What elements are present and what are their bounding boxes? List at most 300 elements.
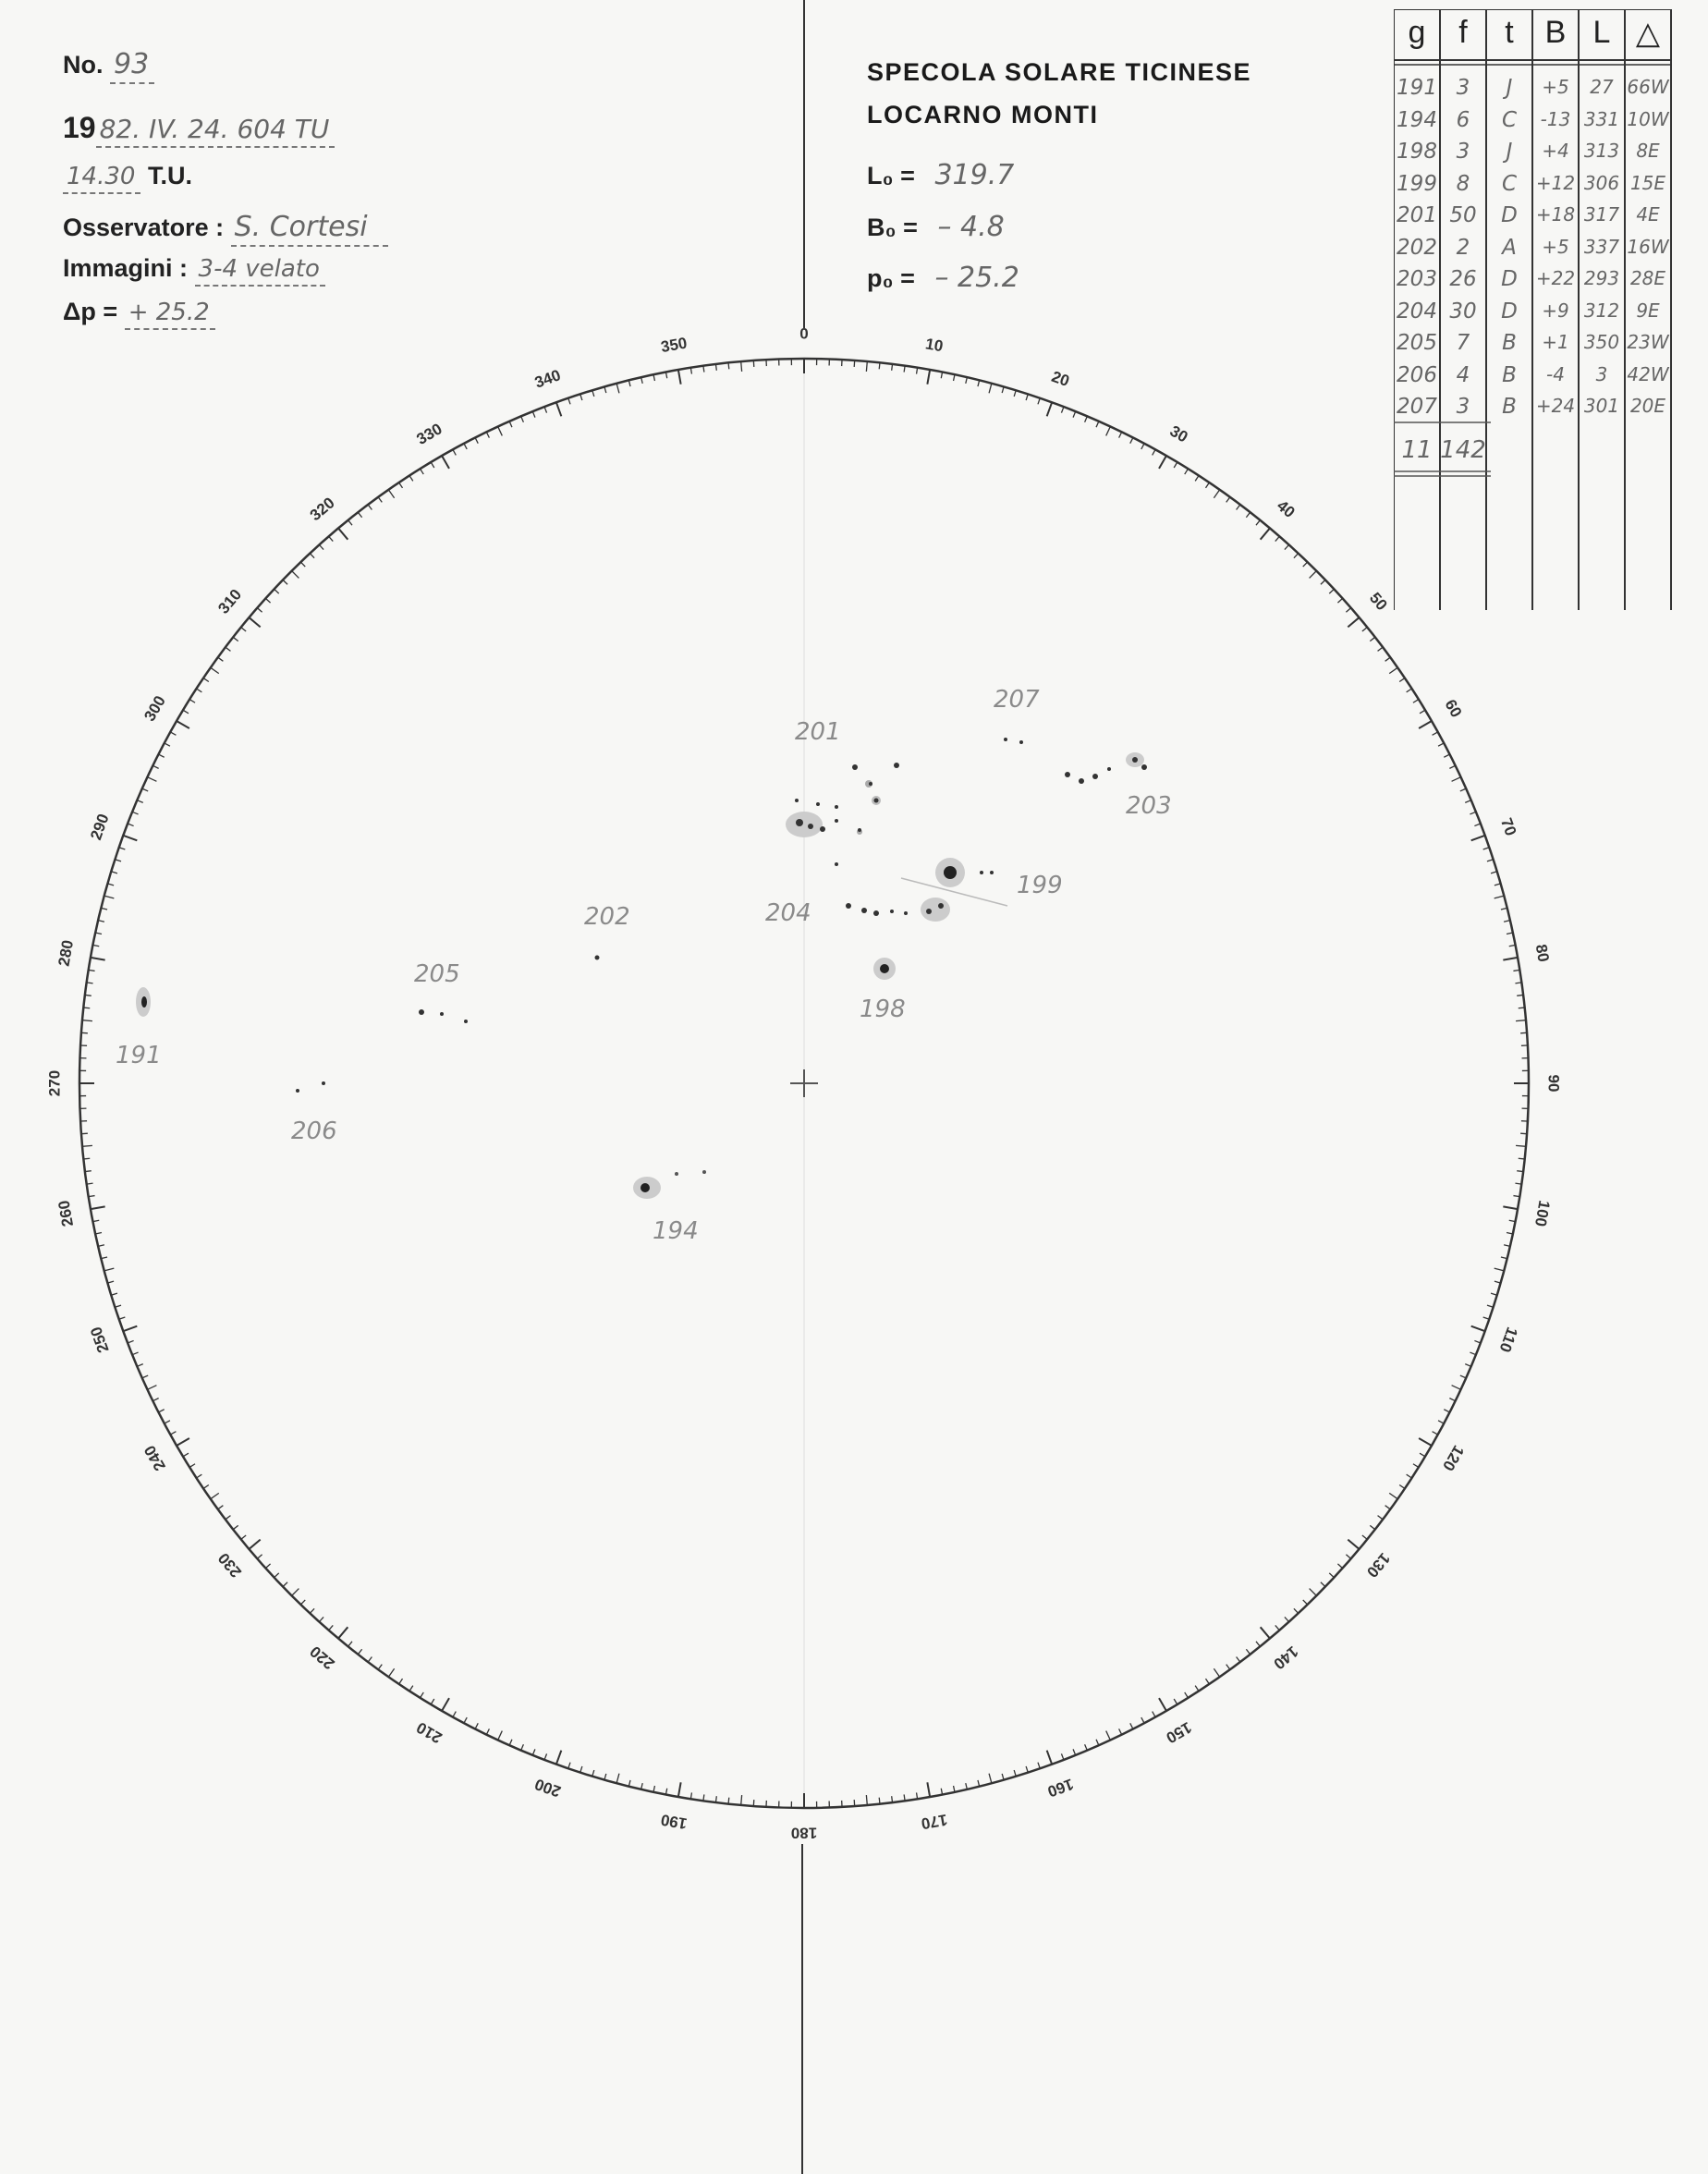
tick-mark: [91, 1206, 105, 1209]
spot-group-191: [136, 987, 151, 1017]
table-cell: 201: [1397, 203, 1437, 227]
spot-group-194: [633, 1170, 706, 1199]
tick-mark: [1226, 1665, 1230, 1670]
tick-mark: [1433, 732, 1438, 735]
table-cell: 194: [1397, 107, 1437, 132]
table-cell: 26: [1449, 267, 1477, 291]
tick-mark: [532, 411, 535, 417]
tick-mark: [1002, 386, 1004, 393]
table-header-4: L: [1592, 15, 1611, 50]
tick-mark: [1470, 1352, 1475, 1355]
tick-mark: [1321, 1582, 1325, 1587]
total-groups: 11: [1401, 436, 1433, 464]
tick-mark: [137, 800, 142, 803]
degree-label-130: 130: [1362, 1549, 1394, 1582]
tick-mark: [226, 647, 231, 651]
degree-label-10: 10: [923, 335, 945, 356]
tick-mark: [1507, 933, 1513, 934]
tick-mark: [544, 1753, 547, 1760]
tick-mark: [399, 482, 403, 488]
tick-mark: [1471, 836, 1485, 840]
tick-mark: [388, 1668, 394, 1677]
tick-mark: [1501, 1257, 1507, 1259]
tick-mark: [1329, 589, 1334, 593]
tick-mark: [592, 390, 594, 397]
tick-mark: [211, 1493, 219, 1498]
param-b0-value: – 4.8: [937, 211, 1005, 243]
tick-mark: [95, 1233, 102, 1234]
tick-mark: [1294, 554, 1299, 558]
tick-mark: [1491, 872, 1497, 873]
tick-mark: [1256, 1642, 1260, 1646]
degree-label-330: 330: [413, 420, 445, 448]
tick-mark: [1153, 1712, 1155, 1717]
tick-mark: [1085, 1744, 1088, 1750]
tick-mark: [1444, 754, 1449, 757]
tick-mark: [1378, 1516, 1384, 1520]
spot-group-206: [296, 1081, 325, 1093]
spot-group-201: [786, 763, 899, 866]
tick-mark: [128, 1340, 134, 1343]
tick-mark: [866, 1795, 867, 1805]
tick-mark: [132, 812, 138, 814]
tick-mark: [1246, 512, 1250, 518]
tick-mark: [1494, 896, 1505, 898]
tick-mark: [421, 469, 424, 474]
tick-mark: [1205, 1679, 1209, 1684]
tick-mark: [1237, 505, 1240, 510]
tick-mark: [442, 456, 449, 469]
tick-mark: [119, 1317, 126, 1319]
tick-mark: [358, 512, 361, 518]
tick-mark: [1348, 617, 1359, 627]
tick-mark: [1159, 1698, 1166, 1711]
table-cell: 350: [1583, 331, 1620, 353]
tick-mark: [91, 958, 105, 960]
table-cell: 191: [1397, 76, 1437, 100]
degree-label-50: 50: [1365, 589, 1391, 615]
table-cell: -4: [1546, 362, 1565, 385]
tick-mark: [741, 361, 742, 372]
tick-mark: [218, 1506, 224, 1509]
tick-mark: [1285, 544, 1289, 549]
tick-mark: [257, 608, 262, 613]
table-cell: 20E: [1629, 395, 1666, 417]
degree-label-120: 120: [1439, 1442, 1468, 1474]
tick-mark: [1399, 678, 1405, 682]
tick-mark: [132, 1352, 138, 1355]
tick-mark: [1061, 1753, 1064, 1760]
tick-mark: [95, 933, 102, 934]
tick-mark: [1419, 1438, 1432, 1446]
table-cell: D: [1501, 267, 1518, 291]
tick-mark: [1337, 598, 1342, 603]
tick-mark: [1465, 800, 1470, 803]
tick-mark: [409, 1686, 413, 1692]
degree-label-320: 320: [306, 494, 338, 525]
table-header-5: △: [1635, 16, 1661, 51]
tick-mark: [431, 462, 434, 468]
tick-mark: [1185, 469, 1189, 474]
degree-label-0: 0: [799, 324, 809, 343]
tick-mark: [82, 1020, 92, 1021]
tick-mark: [1026, 394, 1028, 400]
tick-mark: [580, 1766, 582, 1773]
tick-mark: [1141, 1717, 1144, 1723]
spot-group-204: [846, 898, 950, 922]
group-label-205: 205: [414, 960, 460, 988]
degree-label-300: 300: [140, 692, 169, 725]
tick-mark: [1517, 1171, 1523, 1172]
tick-mark: [1449, 765, 1455, 768]
tick-mark: [211, 667, 219, 673]
spot-group-198: [873, 958, 896, 980]
tick-mark: [678, 1782, 681, 1797]
tick-mark: [1494, 1268, 1505, 1271]
tick-mark: [152, 765, 158, 768]
tick-mark: [241, 1535, 246, 1539]
tick-mark: [442, 1698, 449, 1711]
tick-mark: [728, 1798, 729, 1804]
table-cell: 23W: [1627, 331, 1669, 353]
table-cell: +18: [1535, 203, 1576, 226]
tick-mark: [1205, 482, 1209, 488]
table-cell: D: [1501, 299, 1518, 324]
tick-mark: [348, 520, 352, 525]
tick-mark: [892, 1796, 893, 1802]
tick-mark: [1452, 777, 1461, 782]
tick-mark: [1474, 1340, 1481, 1343]
table-cell: 6: [1456, 107, 1470, 132]
tick-mark: [1503, 1206, 1518, 1209]
tick-mark: [1501, 908, 1507, 910]
tick-mark: [1256, 520, 1260, 525]
tick-mark: [1002, 1774, 1004, 1780]
images-value: 3-4 velato: [195, 255, 325, 287]
tick-mark: [1073, 411, 1076, 417]
tick-mark: [203, 1484, 209, 1488]
degree-label-260: 260: [55, 1199, 78, 1228]
tick-mark: [196, 1474, 201, 1478]
tick-mark: [1073, 1749, 1076, 1754]
tick-mark: [1310, 1589, 1317, 1596]
tick-mark: [98, 921, 104, 922]
table-cell: B: [1502, 395, 1517, 419]
table-header-2: t: [1505, 15, 1514, 50]
tick-mark: [409, 475, 413, 481]
tick-mark: [274, 589, 279, 593]
tick-mark: [1321, 580, 1325, 584]
tick-mark: [653, 1786, 654, 1792]
tick-mark: [475, 1723, 478, 1728]
tick-mark: [115, 860, 121, 861]
spot-group-203: [1065, 752, 1147, 784]
tick-mark: [1407, 1474, 1412, 1478]
tick-mark: [1483, 848, 1490, 849]
table-cell: 3: [1456, 395, 1470, 419]
tick-mark: [498, 426, 503, 435]
table-cell: 306: [1583, 171, 1620, 194]
spot-group-202: [595, 956, 600, 960]
table-cell: D: [1501, 203, 1518, 227]
tick-mark: [464, 1717, 467, 1723]
degree-label-100: 100: [1531, 1199, 1554, 1228]
tick-mark: [158, 1410, 164, 1412]
tick-mark: [1519, 1158, 1525, 1159]
tick-mark: [165, 743, 170, 746]
tick-mark: [1195, 475, 1199, 481]
tick-mark: [348, 1642, 352, 1646]
tick-mark: [1385, 657, 1391, 661]
tick-mark: [158, 754, 164, 757]
tick-mark: [189, 700, 195, 703]
tick-mark: [978, 1780, 980, 1787]
tick-mark: [183, 710, 189, 714]
group-label-194: 194: [653, 1217, 699, 1245]
tick-mark: [1275, 536, 1280, 541]
tick-mark: [257, 1555, 262, 1559]
tick-mark: [165, 1421, 170, 1423]
tick-mark: [1385, 1506, 1391, 1509]
group-label-198: 198: [860, 995, 906, 1023]
tick-mark: [170, 1432, 176, 1435]
degree-label-190: 190: [659, 1810, 689, 1833]
tick-mark: [123, 836, 137, 840]
tick-mark: [556, 1751, 561, 1765]
degree-label-20: 20: [1049, 367, 1072, 391]
tick-mark: [1420, 710, 1425, 714]
tick-mark: [152, 1398, 158, 1401]
tick-mark: [177, 721, 189, 728]
tick-mark: [338, 528, 348, 539]
tick-mark: [1378, 647, 1384, 651]
table-cell: 9E: [1636, 299, 1660, 322]
tick-mark: [1285, 1617, 1289, 1621]
tick-mark: [1507, 1233, 1513, 1234]
tick-mark: [1370, 637, 1375, 641]
tick-mark: [292, 1589, 299, 1596]
table-cell: 30: [1449, 299, 1477, 324]
tick-mark: [509, 1740, 512, 1745]
table-cell: -13: [1540, 107, 1571, 130]
tick-mark: [1438, 1421, 1444, 1423]
tick-mark: [203, 678, 209, 682]
tick-mark: [1085, 416, 1088, 421]
tick-mark: [1303, 1600, 1308, 1605]
tick-mark: [378, 1665, 382, 1670]
tick-mark: [1471, 1326, 1485, 1331]
tick-mark: [368, 1657, 372, 1663]
group-label-204: 204: [765, 899, 811, 927]
tick-mark: [170, 732, 176, 735]
date-value: 82. IV. 24. 604 TU: [96, 114, 336, 148]
tick-mark: [1399, 1484, 1405, 1488]
tick-mark: [1141, 444, 1144, 449]
group-label-206: 206: [291, 1118, 337, 1145]
tick-mark: [1494, 1281, 1501, 1283]
tick-mark: [310, 1608, 314, 1613]
tick-mark: [715, 364, 716, 371]
tick-mark: [1159, 456, 1166, 469]
table-cell: +24: [1535, 395, 1576, 417]
tick-mark: [927, 370, 930, 385]
tick-mark: [641, 1783, 643, 1789]
table-cell: 4E: [1636, 203, 1660, 226]
tick-mark: [142, 788, 148, 791]
table-cell: 204: [1397, 299, 1437, 324]
tick-mark: [1119, 432, 1122, 437]
table-cell: C: [1501, 107, 1518, 132]
tick-mark: [1420, 1453, 1425, 1457]
tick-mark: [128, 824, 134, 826]
table-cell: +4: [1542, 140, 1569, 162]
tick-mark: [1237, 1657, 1240, 1663]
tick-mark: [241, 628, 246, 631]
table-header-0: g: [1408, 15, 1426, 50]
tick-mark: [1130, 1723, 1133, 1728]
tick-mark: [123, 1326, 137, 1331]
tick-mark: [431, 1699, 434, 1704]
tick-mark: [1516, 1145, 1526, 1146]
tick-mark: [1195, 1686, 1199, 1692]
degree-label-180: 180: [790, 1824, 818, 1842]
tick-mark: [715, 1796, 716, 1802]
group-label-202: 202: [584, 903, 630, 931]
tick-mark: [233, 1525, 238, 1529]
tick-mark: [966, 377, 968, 384]
table-cell: J: [1506, 140, 1513, 164]
table-cell: B: [1502, 362, 1517, 387]
degree-label-210: 210: [413, 1718, 445, 1747]
number-label: No.: [63, 51, 104, 79]
tick-mark: [137, 1364, 142, 1367]
table-cell: 4: [1456, 362, 1470, 387]
spot-group-207: [1004, 738, 1023, 744]
table-cell: 50: [1449, 203, 1477, 227]
degree-label-90: 90: [1544, 1074, 1563, 1093]
degree-label-40: 40: [1273, 496, 1299, 522]
tick-mark: [1487, 860, 1494, 861]
param-l0-value: 319.7: [934, 159, 1015, 191]
param-p0-value: – 25.2: [934, 262, 1019, 294]
degree-label-240: 240: [140, 1442, 169, 1474]
degree-label-150: 150: [1163, 1718, 1195, 1747]
table-cell: J: [1506, 76, 1513, 100]
group-label-199: 199: [1017, 872, 1063, 899]
tick-mark: [300, 1600, 305, 1605]
tick-mark: [1438, 743, 1444, 746]
tick-mark: [989, 1774, 992, 1784]
tick-mark: [1106, 426, 1111, 435]
time-value: 14.30: [63, 163, 140, 194]
degree-label-140: 140: [1270, 1642, 1302, 1673]
tick-mark: [388, 490, 394, 498]
table-cell: 8E: [1636, 140, 1660, 162]
tick-mark: [1261, 528, 1270, 539]
tick-mark: [1047, 1751, 1052, 1765]
time-unit: T.U.: [147, 162, 192, 189]
tick-mark: [1185, 1692, 1189, 1698]
tick-mark: [532, 1749, 535, 1754]
degree-label-110: 110: [1495, 1325, 1521, 1355]
tick-mark: [98, 1245, 104, 1247]
tick-mark: [1474, 824, 1481, 826]
degree-label-80: 80: [1531, 943, 1553, 964]
table-cell: B: [1502, 331, 1517, 355]
degree-label-230: 230: [214, 1549, 246, 1582]
tick-mark: [101, 908, 107, 910]
table-cell: +12: [1535, 171, 1576, 194]
tick-mark: [265, 1564, 270, 1569]
tick-mark: [1214, 1668, 1219, 1677]
dp-value: + 25.2: [125, 299, 215, 330]
tick-mark: [177, 1438, 189, 1446]
group-label-201: 201: [795, 718, 841, 746]
observatory-line2: LOCARNO MONTI: [867, 101, 1099, 128]
tick-mark: [1329, 1573, 1334, 1578]
tick-mark: [641, 377, 643, 384]
table-cell: C: [1501, 171, 1518, 196]
tick-mark: [1407, 689, 1412, 692]
table-cell: A: [1502, 235, 1517, 260]
spot-group-199: [935, 858, 994, 887]
table-cell: 16W: [1627, 235, 1669, 258]
tick-mark: [1433, 1432, 1438, 1435]
tick-mark: [678, 370, 681, 385]
tick-mark: [196, 689, 201, 692]
tick-mark: [1470, 812, 1475, 814]
tick-mark: [82, 1145, 92, 1146]
degree-label-200: 200: [532, 1775, 564, 1801]
table-cell: +1: [1542, 331, 1569, 353]
table-cell: 293: [1583, 267, 1620, 289]
table-cell: 28E: [1629, 267, 1666, 289]
tick-mark: [399, 1679, 403, 1684]
tick-mark: [1014, 1770, 1016, 1777]
tick-mark: [378, 497, 382, 503]
table-cell: 8: [1456, 171, 1470, 196]
tick-mark: [1504, 921, 1510, 922]
tick-mark: [1294, 1608, 1299, 1613]
tick-mark: [368, 505, 372, 510]
tick-mark: [628, 380, 630, 386]
param-p0-label: p₀ =: [867, 264, 915, 292]
total-spots: 142: [1440, 436, 1486, 464]
tick-mark: [616, 1774, 619, 1784]
tick-mark: [218, 657, 224, 661]
table-cell: 313: [1583, 140, 1620, 162]
tick-mark: [329, 1625, 334, 1630]
param-l0-label: L₀ =: [867, 162, 915, 189]
tick-mark: [115, 1305, 121, 1307]
tick-mark: [1096, 1740, 1099, 1745]
table-cell: 7: [1456, 331, 1470, 355]
table-cell: 198: [1397, 140, 1437, 164]
tick-mark: [147, 777, 156, 782]
tick-mark: [1061, 407, 1064, 413]
table-cell: 27: [1590, 76, 1614, 98]
tick-mark: [1452, 1386, 1461, 1390]
tick-mark: [989, 384, 992, 394]
table-cell: +9: [1542, 299, 1569, 322]
degree-label-280: 280: [55, 938, 78, 968]
tick-mark: [1491, 1293, 1497, 1295]
tick-mark: [521, 416, 524, 421]
observer-label: Osservatore :: [63, 214, 225, 241]
tick-mark: [310, 554, 314, 558]
tick-mark: [927, 1782, 930, 1797]
table-cell: 10W: [1627, 107, 1669, 130]
